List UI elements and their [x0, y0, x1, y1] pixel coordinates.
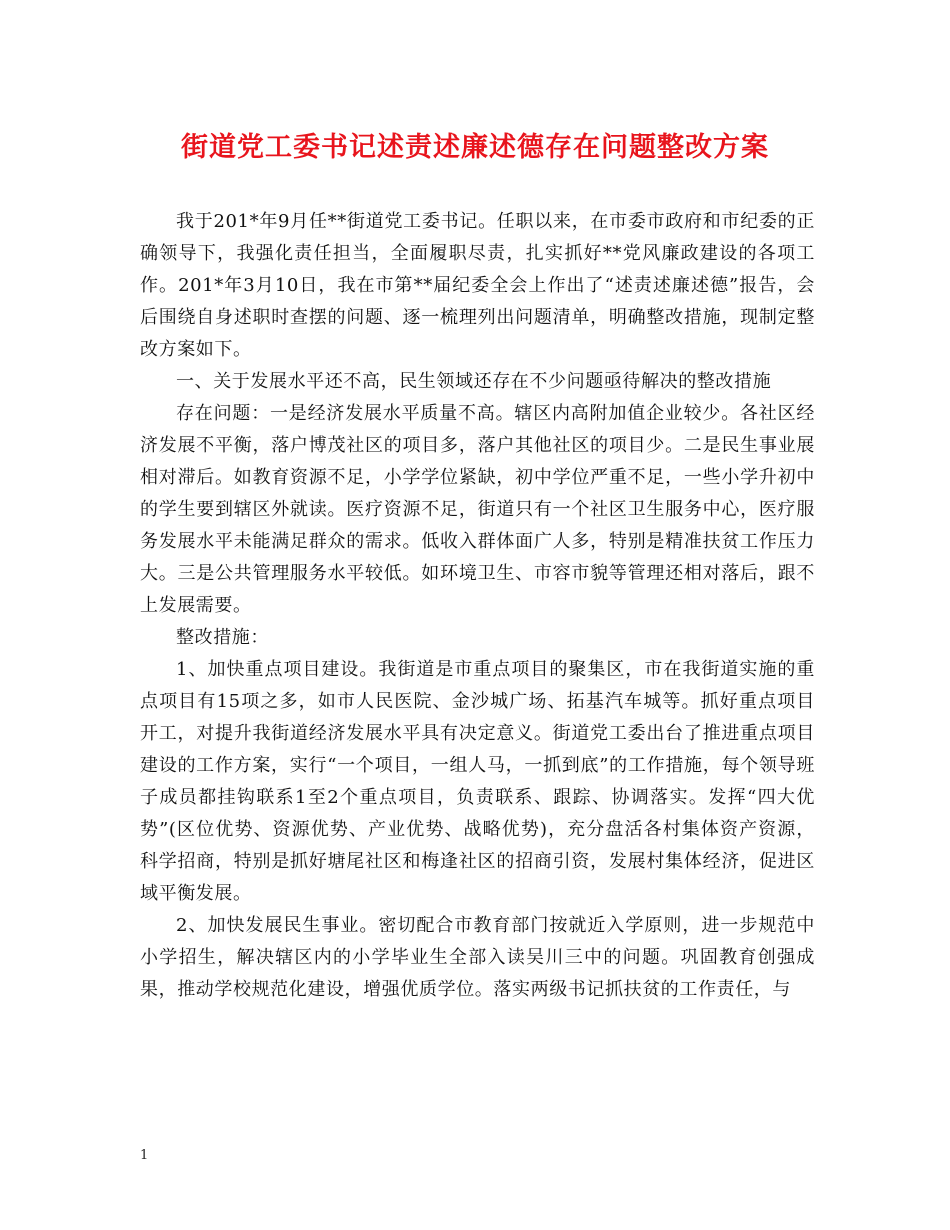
measures-heading: 整改措施： — [176, 627, 269, 648]
page-number: 1 — [140, 1148, 149, 1163]
paragraph-measure-1: 1、加快重点项目建设。我街道是市重点项目的聚集区，市在我街道实施的重点项目有15项之多，如市人民医院、金沙城广场、拓基汽车城等。抓好重点项目开工，对提升我街道经济发展水平具有决定意义。街道党工委出台了推进重点项目建设的工作方案，实行“一个项目，一组人马，一抓到底”的工作措施，每个领导班子成员都挂钩联系1至2个重点项目，负责联系、跟踪、协调落实。发挥“四大优势”(区位优势、资源优势、产业优势、战略优势)，充分盘活各村集体资产资源，科学招商，特别是抓好塘尾社区和梅逢社区的招商引资，发展村集体经济，促进区域平衡发展。 — [140, 659, 815, 904]
paragraph-intro: 我于201*年9月任**街道党工委书记。任职以来，在市委市政府和市纪委的正确领导下，我强化责任担当，全面履职尽责，扎实抓好**党风廉政建设的各项工作。201*年3月10日，我在市第**届纪委全会上作出了“述责述廉述德”报告，会后围绕自身述职时查摆的问题、逐一梳理列出问题清单，明确整改措施，现制定整改方案如下。 — [140, 211, 815, 360]
paragraph-problems: 存在问题：一是经济发展水平质量不高。辖区内高附加值企业较少。各社区经济发展不平衡，落户博茂社区的项目多，落户其他社区的项目少。二是民生事业展相对滞后。如教育资源不足，小学学位紧缺，初中学位严重不足，一些小学升初中的学生要到辖区外就读。医疗资源不足，街道只有一个社区卫生服务中心，医疗服务发展水平未能满足群众的需求。低收入群体面广人多，特别是精准扶贫工作压力大。三是公共管理服务水平较低。如环境卫生、市容市貌等管理还相对落后，跟不上发展需要。 — [140, 403, 815, 616]
section-heading-1: 一、关于发展水平还不高，民生领域还存在不少问题亟待解决的整改措施 — [176, 371, 772, 392]
document-body — [140, 206, 815, 1006]
paragraph-measure-2: 2、加快发展民生事业。密切配合市教育部门按就近入学原则，进一步规范中小学招生，解决辖区内的小学毕业生全部入读吴川三中的问题。巩固教育创强成果，推动学校规范化建设，增强优质学位。落实两级书记抓扶贫的工作责任，与 — [140, 915, 815, 1000]
document-title: 街道党工委书记述责述廉述德存在问题整改方案 — [181, 132, 769, 163]
